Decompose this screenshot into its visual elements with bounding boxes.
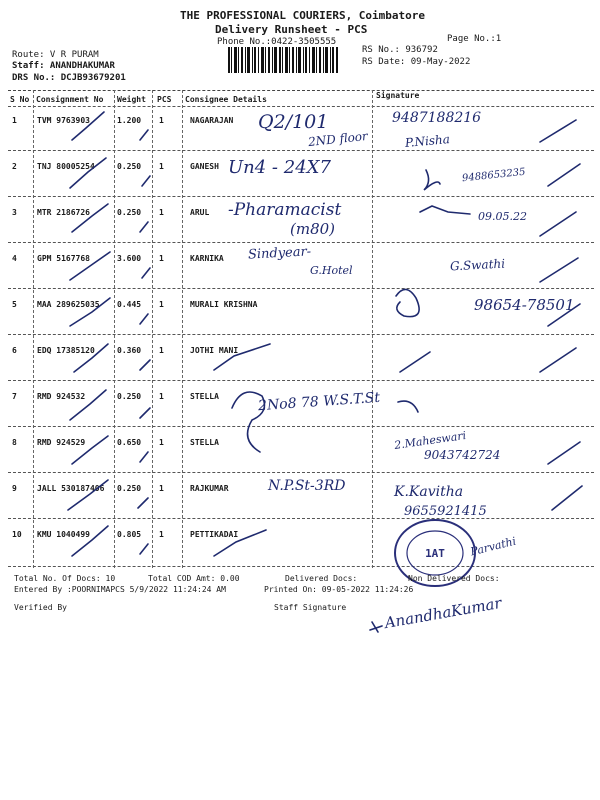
header-divider [8, 106, 594, 107]
non-delivered-docs: Non Delivered Docs: [408, 574, 500, 583]
handwritten-address: (m80) [290, 220, 336, 238]
row-weight: 0.250 [117, 484, 142, 493]
row-pcs: 1 [159, 162, 164, 171]
route: Route: V R PURAM [12, 50, 99, 60]
header-weight: Weight [117, 95, 146, 104]
drs-number: DRS No.: DCJB93679201 [12, 73, 126, 83]
row-divider [8, 472, 594, 473]
handwritten-address: 2No8 78 W.S.T.St [257, 389, 381, 415]
handwritten-address: Sindyear- [247, 244, 312, 263]
handwritten-address: Q2/101 [258, 111, 329, 133]
header-pcs: PCS [157, 95, 172, 104]
row-consignee: KARNIKA [190, 254, 224, 263]
row-pcs: 1 [159, 530, 164, 539]
handwritten-address: -Pharamacist [228, 200, 342, 220]
row-pcs: 1 [159, 346, 164, 355]
row-sno: 7 [12, 392, 17, 401]
row-consignment: TNJ 80005254 [37, 162, 95, 171]
row-sno: 8 [12, 438, 17, 447]
handwritten-address: 2ND floor [307, 128, 369, 150]
row-divider [8, 196, 594, 197]
row-sno: 4 [12, 254, 17, 263]
table-top-border [8, 90, 594, 91]
handwritten-phone: 9043742724 [424, 448, 501, 462]
row-consignment: TVM 9763903 [37, 116, 90, 125]
row-consignment: RMD 924529 [37, 438, 86, 447]
row-consignment: GPM 5167768 [37, 254, 90, 263]
row-weight: 3.600 [117, 254, 142, 263]
row-divider [8, 242, 594, 243]
row-pcs: 1 [159, 300, 164, 309]
staff-name: Staff: ANANDHAKUMAR [12, 61, 115, 71]
staff-signature: AnandhaKumar [383, 593, 503, 633]
column-divider [114, 90, 115, 568]
handwritten-date: 09.05.22 [478, 210, 527, 223]
row-divider [8, 334, 594, 335]
barcode [228, 47, 338, 73]
row-sno: 1 [12, 116, 17, 125]
row-weight: 0.250 [117, 162, 142, 171]
row-pcs: 1 [159, 208, 164, 217]
column-divider [182, 90, 183, 568]
row-pcs: 1 [159, 116, 164, 125]
total-docs: Total No. Of Docs: 10 [14, 574, 116, 583]
rs-date: RS Date: 09-May-2022 [362, 57, 471, 67]
row-consignment: KMU 1040499 [37, 530, 90, 539]
handwritten-address: N.P.St-3RD [268, 478, 346, 494]
row-divider [8, 426, 594, 427]
row-consignment: RMD 924532 [37, 392, 86, 401]
row-consignee: NAGARAJAN [190, 116, 234, 125]
header-sno: S No [10, 95, 30, 104]
company-title: THE PROFESSIONAL COURIERS, Coimbatore [180, 9, 426, 22]
row-divider [8, 288, 594, 289]
handwritten-phone: 9487188216 [392, 110, 482, 126]
row-sno: 2 [12, 162, 17, 171]
column-divider [152, 90, 153, 568]
handwritten-recipient: G.Swathi [449, 256, 506, 274]
header-consignee: Consignee Details [185, 95, 267, 104]
row-consignment: JALL 530187406 [37, 484, 105, 493]
total-cod: Total COD Amt: 0.00 [148, 574, 240, 583]
row-sno: 9 [12, 484, 17, 493]
handwritten-address: Un4 - 24X7 [228, 157, 331, 178]
row-pcs: 1 [159, 254, 164, 263]
verified-by: Verified By [14, 603, 67, 612]
header-consignment: Consignment No [36, 95, 104, 104]
header-signature: Signature [376, 91, 420, 100]
row-sno: 10 [12, 530, 22, 539]
handwritten-phone: 9488653235 [461, 166, 527, 185]
row-consignee: STELLA [190, 392, 219, 401]
row-consignee: STELLA [190, 438, 219, 447]
row-consignee: MURALI KRISHNA [190, 300, 258, 309]
row-consignment: EDQ 17385120 [37, 346, 95, 355]
row-weight: 0.250 [117, 208, 142, 217]
row-divider [8, 380, 594, 381]
row-weight: 0.445 [117, 300, 142, 309]
row-weight: 0.805 [117, 530, 142, 539]
row-consignee: ARUL [190, 208, 210, 217]
handwritten-recipient: P.Nisha [404, 132, 451, 150]
phone-number: Phone No.:0422-3505555 [217, 37, 337, 47]
row-pcs: 1 [159, 392, 164, 401]
handwritten-phone: 9655921415 [404, 504, 487, 519]
handwritten-recipient: K.Kavitha [394, 484, 464, 500]
row-sno: 5 [12, 300, 17, 309]
row-weight: 0.250 [117, 392, 142, 401]
row-pcs: 1 [159, 438, 164, 447]
row-pcs: 1 [159, 484, 164, 493]
row-divider [8, 150, 594, 151]
staff-signature-label: Staff Signature [274, 603, 347, 612]
row-consignment: MTR 2186726 [37, 208, 90, 217]
row-divider [8, 518, 594, 519]
row-consignee: GANESH [190, 162, 219, 171]
table-bottom-border [8, 566, 594, 567]
handwritten-recipient: Parvathi [469, 534, 518, 559]
handwritten-phone: 98654-78501 [474, 296, 575, 314]
delivered-docs: Delivered Docs: [285, 574, 358, 583]
page-number: Page No.:1 [447, 34, 502, 44]
rs-number: RS No.: 936792 [362, 45, 438, 55]
row-weight: 1.200 [117, 116, 142, 125]
stamp-text: 1AT [425, 547, 445, 560]
row-consignee: RAJKUMAR [190, 484, 229, 493]
row-sno: 3 [12, 208, 17, 217]
handwritten-recipient: 2.Maheswari [393, 429, 467, 452]
entered-by: Entered By :POORNIMAPCS 5/9/2022 11:24:24 AM [14, 585, 226, 594]
row-weight: 0.360 [117, 346, 142, 355]
column-divider [33, 90, 34, 568]
row-consignee: PETTIKADAI [190, 530, 239, 539]
runsheet-title: Delivery Runsheet - PCS [215, 23, 368, 36]
printed-on: Printed On: 09-05-2022 11:24:26 [264, 585, 414, 594]
row-consignment: MAA 289625035 [37, 300, 100, 309]
row-consignee: JOTHI MANI [190, 346, 239, 355]
row-weight: 0.650 [117, 438, 142, 447]
column-divider [372, 90, 373, 568]
handwritten-address: G.Hotel [310, 264, 353, 277]
row-sno: 6 [12, 346, 17, 355]
